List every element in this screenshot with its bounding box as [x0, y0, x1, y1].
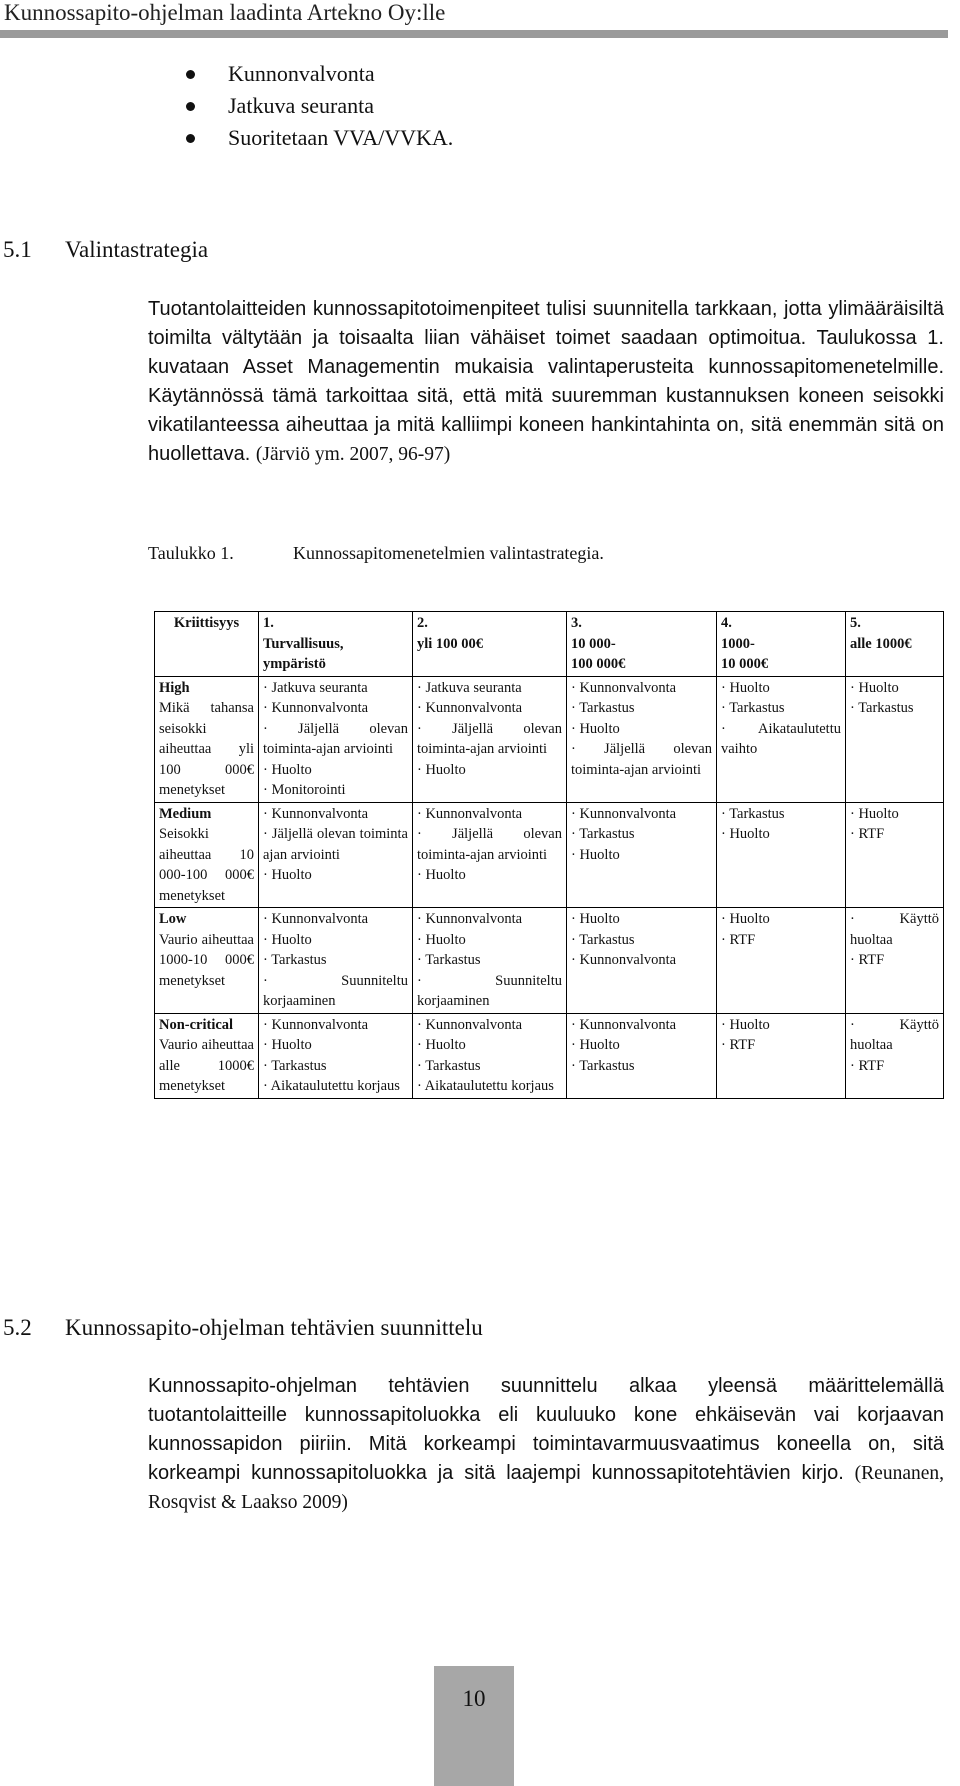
- method-item: · Jäljellä olevan toiminta-ajan arviointi: [417, 826, 562, 863]
- section-number: 5.1: [3, 237, 32, 262]
- method-item: · Huolto: [417, 931, 466, 948]
- table-cell: [717, 676, 846, 802]
- table-cell: [846, 908, 944, 1014]
- table-cell: [259, 908, 413, 1014]
- table-header-class-1: [259, 612, 413, 677]
- row-criticality: [155, 802, 259, 908]
- table-cell: [413, 1013, 567, 1098]
- method-item: · Kunnonvalvonta: [417, 805, 523, 822]
- method-item: · Aikataulutettu korjaus: [417, 1078, 554, 1094]
- method-item: · Huolto: [850, 805, 899, 822]
- section-heading-5-1: [3, 236, 208, 264]
- header-line: 5.: [850, 615, 861, 631]
- method-item: · Huolto: [417, 867, 466, 883]
- method-item: · RTF: [850, 952, 885, 968]
- section-title: Kunnossapito-ohjelman tehtävien suunnittelu: [65, 1315, 483, 1340]
- method-item: · Huolto: [263, 867, 312, 883]
- method-item: · Jäljellä olevan toiminta-ajan arviointi: [571, 741, 712, 778]
- method-item: · Kunnonvalvonta: [263, 911, 369, 927]
- criticality-description: Vaurio aiheuttaa 1000-10 000€ menetykset: [159, 931, 254, 989]
- method-item: · Kunnonvalvonta: [263, 700, 369, 716]
- table-row: [155, 908, 944, 1014]
- header-title: Kunnossapito-ohjelman laadinta Artekno Oy:lle: [4, 0, 446, 25]
- list-item: Kunnonvalvonta: [186, 58, 453, 90]
- method-item: · Huolto: [721, 911, 770, 927]
- list-item: Suoritetaan VVA/VVKA.: [186, 122, 453, 154]
- header-rule: [0, 30, 948, 38]
- criticality-description: Mikä tahansa seisokki aiheuttaa yli 100 000€ menetykset: [159, 700, 254, 798]
- method-item: · Kunnonvalvonta: [417, 1016, 523, 1033]
- table-cell: [846, 802, 944, 908]
- bullet-list: [186, 58, 453, 154]
- list-item: Jatkuva seuranta: [186, 90, 453, 122]
- method-item: · Kunnonvalvonta: [571, 805, 677, 822]
- table-row: [155, 802, 944, 908]
- header-line: 1.: [263, 615, 274, 631]
- method-item: · Tarkastus: [850, 700, 914, 716]
- method-item: · Jatkuva seuranta: [417, 679, 522, 696]
- bullet-icon: [186, 102, 195, 111]
- table-cell: [846, 676, 944, 802]
- method-item: · Huolto: [263, 761, 312, 778]
- header-line: 10 000-: [571, 635, 616, 652]
- method-item: · Huolto: [571, 720, 620, 737]
- method-item: · Huolto: [571, 1037, 620, 1053]
- method-item: · Tarkastus: [417, 1057, 481, 1074]
- method-item: · Tarkastus: [571, 1057, 635, 1074]
- table-cell: [259, 676, 413, 802]
- table-cell: [413, 908, 567, 1014]
- method-item: · Jatkuva seuranta: [263, 679, 368, 696]
- criticality-description: Vaurio aiheuttaa alle 1000€ menetykset: [159, 1037, 254, 1094]
- table-cell: [413, 802, 567, 908]
- bullet-icon: [186, 70, 195, 79]
- table-caption-text: Kunnossapitomenetelmien valintastrategia.: [293, 543, 604, 563]
- header-line: 10 000€: [721, 656, 769, 672]
- method-item: · Kunnonvalvonta: [571, 1016, 677, 1033]
- section-number: 5.2: [3, 1315, 32, 1340]
- method-item: · Aikataulutettu korjaus: [263, 1078, 400, 1094]
- method-item: · RTF: [850, 1057, 885, 1074]
- table-caption-label: Taulukko 1.: [148, 543, 234, 563]
- criticality-description: Seisokki aiheuttaa 10 000-100 000€ menetykset: [159, 826, 254, 904]
- table-row: [155, 1013, 944, 1098]
- strategy-table: [154, 611, 944, 1099]
- row-criticality: [155, 908, 259, 1014]
- method-item: · Huolto: [721, 1016, 770, 1033]
- method-item: · Huolto: [721, 826, 770, 842]
- method-item: · Huolto: [263, 931, 312, 948]
- header-line: 1000-: [721, 635, 755, 652]
- method-item: · Huolto: [571, 846, 620, 863]
- method-item: · RTF: [721, 1037, 756, 1053]
- method-item: · Kunnonvalvonta: [417, 700, 523, 716]
- method-item: · Jäljellä olevan toiminta-ajan arviointi: [263, 720, 408, 757]
- citation: (Reunanen, Rosqvist & Laakso 2009): [148, 1463, 945, 1513]
- method-item: · Huolto: [571, 911, 620, 927]
- table-cell: [567, 676, 717, 802]
- method-item: · Huolto: [721, 679, 770, 696]
- table-cell: [567, 1013, 717, 1098]
- citation: (Järviö ym. 2007, 96-97): [255, 444, 451, 465]
- table-header-criticality: [155, 612, 259, 677]
- header-line: yli 100 00€: [417, 635, 484, 652]
- section-title: Valintastrategia: [65, 237, 209, 262]
- table-row: [155, 676, 944, 802]
- section-heading-5-2: [3, 1314, 483, 1342]
- table-cell: [717, 1013, 846, 1098]
- method-item: · Kunnonvalvonta: [571, 679, 677, 696]
- method-item: · Suunniteltu korjaaminen: [417, 972, 562, 1009]
- header-line: Turvallisuus, ympäristö: [263, 635, 344, 672]
- method-item: · Jäljellä olevan toiminta ajan arviointi: [263, 826, 408, 863]
- method-item: · Tarkastus: [263, 1057, 327, 1074]
- row-criticality: [155, 676, 259, 802]
- table-header-row: [155, 612, 944, 677]
- method-item: · Huolto: [417, 1037, 466, 1053]
- method-item: · Kunnonvalvonta: [417, 911, 523, 927]
- method-item: · Monitorointi: [263, 782, 346, 798]
- criticality-level: High: [159, 679, 190, 696]
- page-header: [0, 0, 960, 40]
- method-item: · Tarkastus: [721, 700, 785, 716]
- page-number: 10: [462, 1686, 486, 1711]
- table-cell: [717, 802, 846, 908]
- method-item: · RTF: [721, 931, 756, 948]
- bullet-icon: [186, 134, 195, 143]
- page-number-box: [434, 1666, 514, 1786]
- table-cell: [567, 908, 717, 1014]
- method-item: · Tarkastus: [417, 952, 481, 968]
- method-item: · Huolto: [850, 679, 899, 696]
- header-line: Kriittisyys: [173, 615, 240, 631]
- method-item: · Tarkastus: [721, 805, 785, 822]
- table-header-class-4: [717, 612, 846, 677]
- method-item: · Jäljellä olevan toiminta-ajan arviointi: [417, 720, 562, 757]
- method-item: · Kunnonvalvonta: [263, 1016, 369, 1033]
- header-line: alle 1000€: [850, 635, 912, 652]
- table-header-class-5: [846, 612, 944, 677]
- method-item: · Tarkastus: [263, 952, 327, 968]
- table-cell: [259, 1013, 413, 1098]
- method-item: · Tarkastus: [571, 931, 635, 948]
- table-cell: [259, 802, 413, 908]
- method-item: · Käyttö huoltaa: [850, 1016, 939, 1053]
- header-line: 100 000€: [571, 656, 626, 672]
- table-cell: [413, 676, 567, 802]
- method-item: · RTF: [850, 826, 885, 842]
- method-item: · Kunnonvalvonta: [571, 952, 677, 968]
- method-item: · Huolto: [417, 761, 466, 778]
- header-line: 4.: [721, 615, 732, 631]
- table-caption: [148, 541, 604, 565]
- method-item: · Tarkastus: [571, 826, 635, 842]
- table-cell: [846, 1013, 944, 1098]
- header-line: 2.: [417, 615, 428, 631]
- method-item: · Käyttö huoltaa: [850, 911, 939, 948]
- method-item: · Huolto: [263, 1037, 312, 1053]
- method-item: · Suunniteltu korjaaminen: [263, 972, 408, 1009]
- table-header-class-3: [567, 612, 717, 677]
- table-header-class-2: [413, 612, 567, 677]
- method-item: · Kunnonvalvonta: [263, 805, 369, 822]
- method-item: · Tarkastus: [571, 700, 635, 716]
- criticality-level: Non-critical: [159, 1016, 234, 1033]
- table-cell: [567, 802, 717, 908]
- header-line: 3.: [571, 615, 582, 631]
- row-criticality: [155, 1013, 259, 1098]
- body-paragraph-1: Tuotantolaitteiden kunnossapitotoimenpiteet tulisi suunnitella tarkkaan, jotta ylimääräisiltä toimilta vältytään ja toisaalta liian vähäiset toimet saadaan optimoitua. Taulukossa 1. kuvataan Asset Managementin mukaisia valintaperusteita kunnossapitomenetelmille. Käytännössä tämä tarkoittaa sitä, että mitä suuremman kustannuksen koneen seisokki vikatilanteessa aiheuttaa ja mitä kalliimpi koneen hankintahinta on, sitä enemmän sitä on huollettava. (Järviö ym. 2007, 96-97): [148, 298, 944, 465]
- method-item: · Aikataulutettu vaihto: [721, 720, 841, 757]
- criticality-level: Low: [159, 911, 187, 927]
- criticality-level: Medium: [159, 805, 212, 822]
- body-paragraph-2: Kunnossapito-ohjelman tehtävien suunnittelu alkaa yleensä määrittelemällä tuotantolaitteille kunnossapitoluokka eli kuuluuko kone ehkäisevän vai korjaavan kunnossapidon piiriin. Mitä korkeampi toimintavarmuusvaatimus koneella on, sitä korkeampi kunnossapitoluokka ja sitä laajempi kunnossapitotehtävien kirjo. (Reunanen, Rosqvist & Laakso 2009): [148, 1375, 945, 1513]
- table-cell: [717, 908, 846, 1014]
